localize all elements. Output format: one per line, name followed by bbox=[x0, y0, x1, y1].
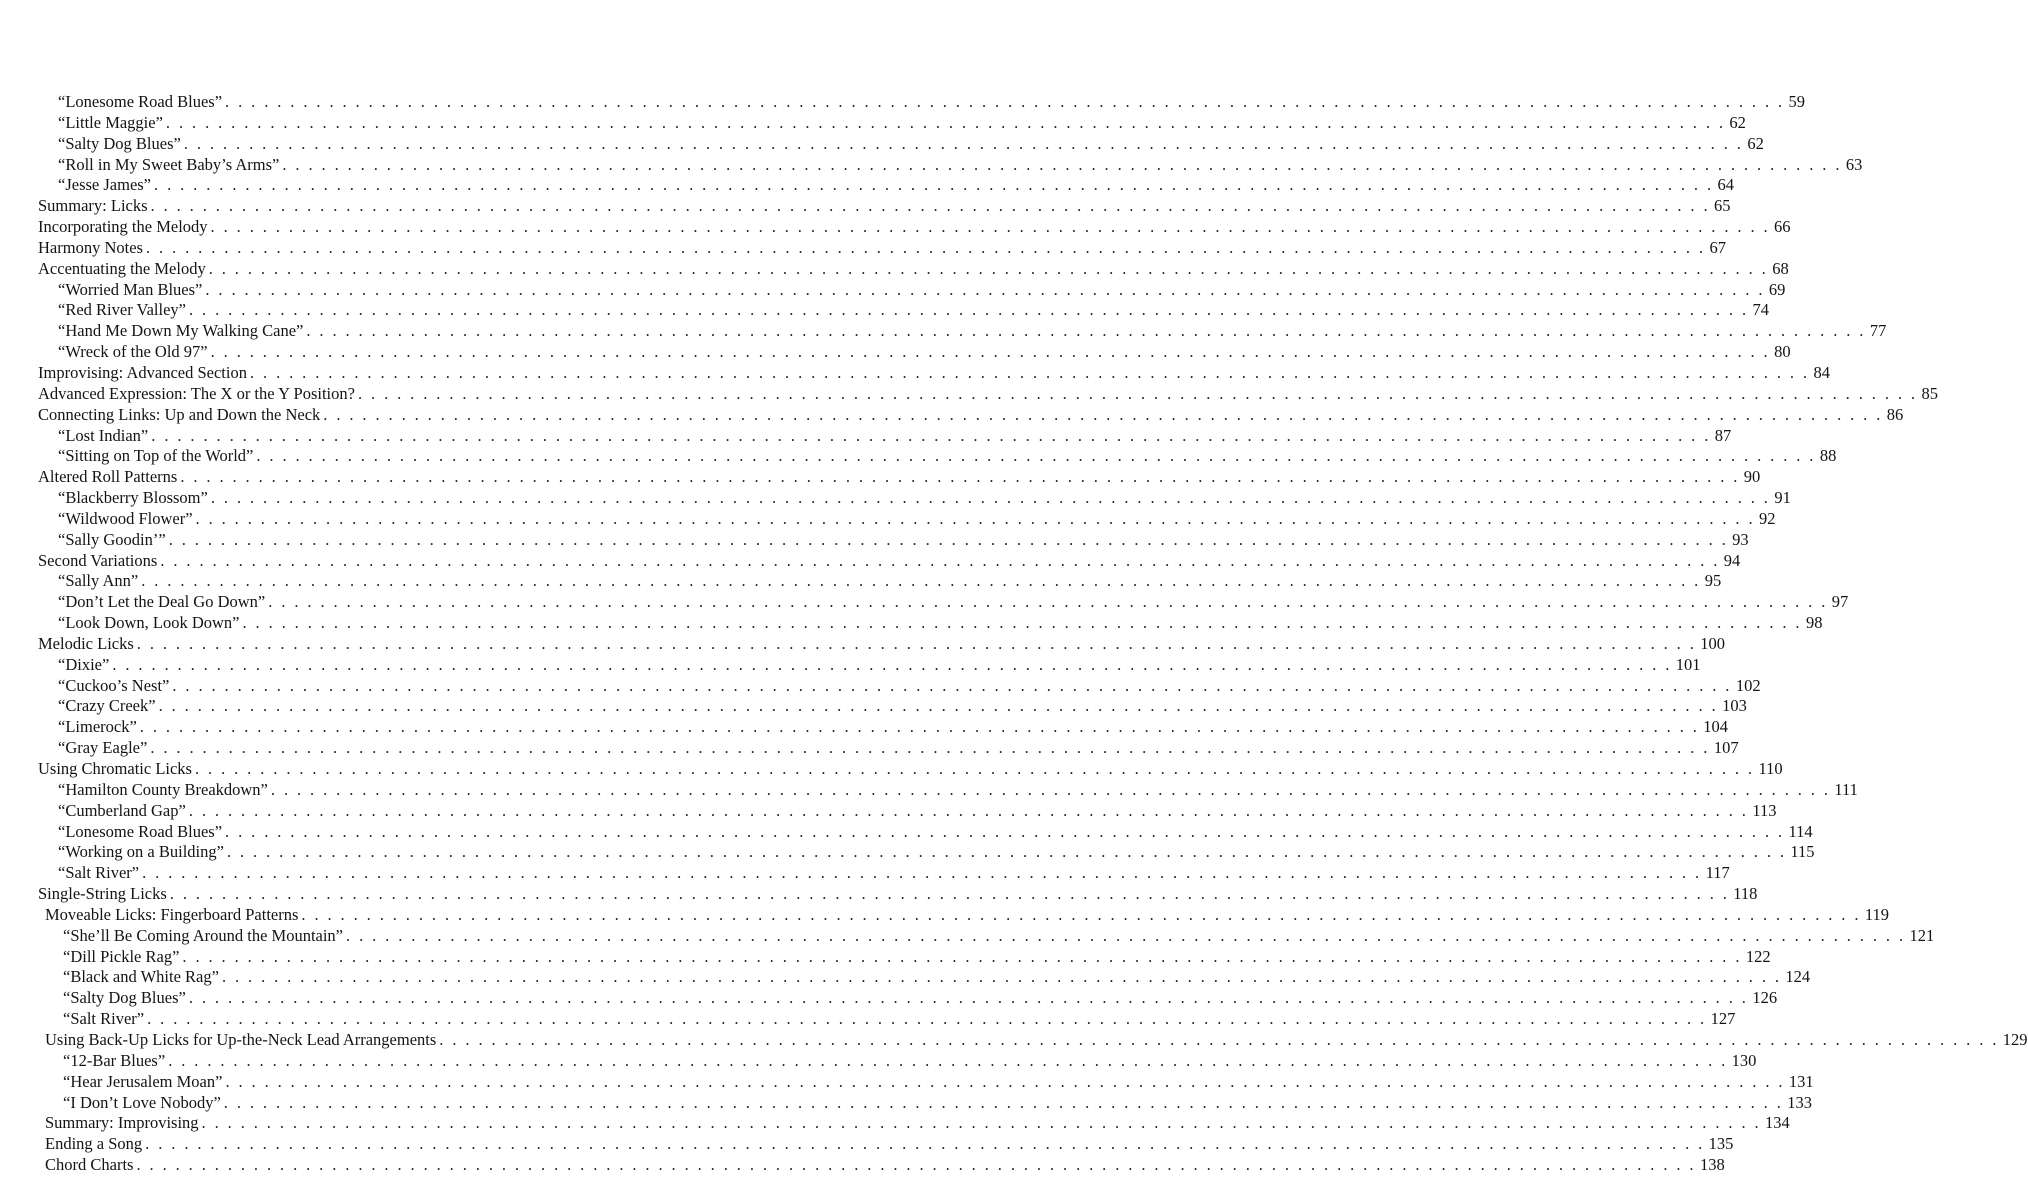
toc-entry bbox=[0, 759, 1783, 780]
toc-entry-title: “Little Maggie” bbox=[58, 112, 163, 132]
toc-entry-page-number: 84 bbox=[1813, 362, 1830, 382]
dot-leader: . . . . . . . . . . . . . . . . . . . . . . . . . . . . . . . . . . . . . . . . . . . . . . . . . . . . . . . . . . . . . . . . . . . . . . . . . . . . . . . . . . . . . . . . . . . . . . . . . . . . . . . . . . . . . . . . . . . . . . . . bbox=[270, 779, 1831, 799]
dot-leader: . . . . . . . . . . . . . . . . . . . . . . . . . . . . . . . . . . . . . . . . . . . . . . . . . . . . . . . . . . . . . . . . . . . . . . . . . . . . . . . . . . . . . . . . . . . . . . . . . . . . . . . . . . . . . . . . . . . . . . . . bbox=[145, 237, 1706, 257]
toc-entry bbox=[0, 821, 1813, 843]
dot-leader: . . . . . . . . . . . . . . . . . . . . . . . . . . . . . . . . . . . . . . . . . . . . . . . . . . . . . . . . . . . . . . . . . . . . . . . . . . . . . . . . . . . . . . . . . . . . . . . . . . . . . . . . . . . . . . . . . . . . . . . . bbox=[136, 1155, 1696, 1175]
dot-leader: . . . . . . . . . . . . . . . . . . . . . . . . . . . . . . . . . . . . . . . . . . . . . . . . . . . . . . . . . . . . . . . . . . . . . . . . . . . . . . . . . . . . . . . . . . . . . . . . . . . . . . . . . . . . . . . . . . . . . . . . bbox=[221, 967, 1782, 987]
dot-leader: . . . . . . . . . . . . . . . . . . . . . . . . . . . . . . . . . . . . . . . . . . . . . . . . . . . . . . . . . . . . . . . . . . . . . . . . . . . . . . . . . . . . . . . . . . . . . . . . . . . . . . . . . . . . . . . . . . . . . . . . bbox=[168, 529, 1729, 549]
toc-entry-title: “Black and White Rag” bbox=[63, 967, 219, 987]
dot-leader: . . . . . . . . . . . . . . . . . . . . . . . . . . . . . . . . . . . . . . . . . . . . . . . . . . . . . . . . . . . . . . . . . . . . . . . . . . . . . . . . . . . . . . . . . . . . . . . . . . . . . . . . . . . . . . . . . . . . . . . . bbox=[226, 842, 1787, 862]
toc-entry bbox=[0, 696, 1747, 717]
dot-leader: . . . . . . . . . . . . . . . . . . . . . . . . . . . . . . . . . . . . . . . . . . . . . . . . . . . . . . . . . . . . . . . . . . . . . . . . . . . . . . . . . . . . . . . . . . . . . . . . . . . . . . . . . . . . . . . . . . . . . . . . bbox=[282, 154, 1842, 174]
toc-entry-title: “Lonesome Road Blues” bbox=[58, 92, 223, 111]
toc-entry-page-number: 97 bbox=[1831, 592, 1849, 612]
toc-entry-page-number: 92 bbox=[1759, 508, 1776, 528]
toc-entry-title: “Hamilton County Breakdown” bbox=[58, 779, 268, 799]
toc-entry-title: “Sally Ann” bbox=[58, 571, 139, 591]
toc-entry-page-number: 130 bbox=[1731, 1050, 1757, 1070]
dot-leader: . . . . . . . . . . . . . . . . . . . . . . . . . . . . . . . . . . . . . . . . . . . . . . . . . . . . . . . . . . . . . . . . . . . . . . . . . . . . . . . . . . . . . . . . . . . . . . . . . . . . . . . . . . . . . . . . . . . . . . . . bbox=[439, 1029, 1999, 1049]
toc-entry bbox=[0, 550, 1741, 572]
toc-entry-page-number: 110 bbox=[1758, 759, 1783, 778]
toc-entry-page-number: 87 bbox=[1714, 425, 1732, 445]
toc-entry-title: “Red River Valley” bbox=[58, 300, 186, 320]
toc-entry-page-number: 69 bbox=[1768, 279, 1786, 299]
toc-entry-title: “Jesse James” bbox=[58, 175, 152, 195]
toc-entry bbox=[0, 613, 1823, 634]
toc-entry bbox=[0, 362, 1830, 384]
toc-entry-page-number: 111 bbox=[1834, 779, 1858, 799]
toc-entry-page-number: 102 bbox=[1735, 675, 1761, 695]
toc-entry-title: “Wreck of the Old 97” bbox=[58, 342, 208, 362]
toc-entry bbox=[0, 404, 1904, 426]
dot-leader: . . . . . . . . . . . . . . . . . . . . . . . . . . . . . . . . . . . . . . . . . . . . . . . . . . . . . . . . . . . . . . . . . . . . . . . . . . . . . . . . . . . . . . . . . . . . . . . . . . . . . . . . . . . . . . . . . . . . . . . . bbox=[210, 217, 1771, 237]
toc-entry-title: “Salty Dog Blues” bbox=[63, 988, 186, 1008]
toc-entry-page-number: 107 bbox=[1713, 738, 1739, 758]
toc-entry bbox=[0, 1092, 1813, 1114]
dot-leader: . . . . . . . . . . . . . . . . . . . . . . . . . . . . . . . . . . . . . . . . . . . . . . . . . . . . . . . . . . . . . . . . . . . . . . . . . . . . . . . . . . . . . . . . . . . . . . . . . . . . . . . . . . . . . . . . . . . . . . . . bbox=[139, 717, 1700, 737]
dot-leader: . . . . . . . . . . . . . . . . . . . . . . . . . . . . . . . . . . . . . . . . . . . . . . . . . . . . . . . . . . . . . . . . . . . . . . . . . . . . . . . . . . . . . . . . . . . . . . . . . . . . . . . . . . . . . . . . . . . . . . . . bbox=[208, 258, 1769, 278]
toc-entry bbox=[0, 383, 1938, 405]
dot-leader: . . . . . . . . . . . . . . . . . . . . . . . . . . . . . . . . . . . . . . . . . . . . . . . . . . . . . . . . . . . . . . . . . . . . . . . . . . . . . . . . . . . . . . . . . . . . . . . . . . . . . . . . . . . . . . . . . . . . . . . . bbox=[357, 383, 1918, 403]
dot-leader: . . . . . . . . . . . . . . . . . . . . . . . . . . . . . . . . . . . . . . . . . . . . . . . . . . . . . . . . . . . . . . . . . . . . . . . . . . . . . . . . . . . . . . . . . . . . . . . . . . . . . . . . . . . . . . . . . . . . . . . . bbox=[210, 342, 1771, 362]
toc-entry bbox=[0, 592, 1849, 613]
dot-leader: . . . . . . . . . . . . . . . . . . . . . . . . . . . . . . . . . . . . . . . . . . . . . . . . . . . . . . . . . . . . . . . . . . . . . . . . . . . . . . . . . . . . . . . . . . . . . . . . . . . . . . . . . . . . . . . . . . . . . . . . bbox=[256, 446, 1816, 466]
toc-entry-page-number: 91 bbox=[1774, 488, 1791, 508]
toc-entry bbox=[0, 1071, 1814, 1093]
toc-entry bbox=[0, 571, 1722, 592]
toc-entry-title: Second Variations bbox=[38, 550, 158, 570]
toc-entry-page-number: 95 bbox=[1704, 571, 1722, 591]
toc-entry-title: Incorporating the Melody bbox=[38, 217, 208, 237]
toc-entry-title: “Worried Man Blues” bbox=[58, 279, 203, 299]
toc-entry-page-number: 138 bbox=[1699, 1155, 1725, 1175]
dot-leader: . . . . . . . . . . . . . . . . . . . . . . . . . . . . . . . . . . . . . . . . . . . . . . . . . . . . . . . . . . . . . . . . . . . . . . . . . . . . . . . . . . . . . . . . . . . . . . . . . . . . . . . . . . . . . . . . . . . . . . . . bbox=[205, 279, 1765, 299]
toc-entry-title: Harmony Notes bbox=[38, 237, 143, 257]
toc-entry-page-number: 129 bbox=[2002, 1029, 2028, 1049]
toc-entry-page-number: 104 bbox=[1703, 717, 1729, 737]
toc-entry-title: Chord Charts bbox=[45, 1155, 134, 1175]
toc-entry bbox=[0, 1134, 1734, 1155]
dot-leader: . . . . . . . . . . . . . . . . . . . . . . . . . . . . . . . . . . . . . . . . . . . . . . . . . . . . . . . . . . . . . . . . . . . . . . . . . . . . . . . . . . . . . . . . . . . . . . . . . . . . . . . . . . . . . . . . . . . . . . . . bbox=[158, 696, 1719, 716]
toc-entry-title: Using Chromatic Licks bbox=[38, 759, 192, 778]
toc-entry bbox=[0, 1029, 2028, 1051]
toc-entry-title: “I Don’t Love Nobody” bbox=[63, 1092, 221, 1112]
toc-entry bbox=[0, 321, 1887, 342]
toc-entry-title: “Hear Jerusalem Moan” bbox=[63, 1071, 223, 1091]
toc-entry bbox=[0, 800, 1777, 822]
dot-leader: . . . . . . . . . . . . . . . . . . . . . . . . . . . . . . . . . . . . . . . . . . . . . . . . . . . . . . . . . . . . . . . . . . . . . . . . . . . . . . . . . . . . . . . . . . . . . . . . . . . . . . . . . . . . . . . . . . . . . . . . bbox=[242, 613, 1802, 633]
toc-entry-page-number: 114 bbox=[1788, 821, 1813, 841]
toc-entry bbox=[0, 488, 1791, 509]
toc-entry bbox=[0, 342, 1791, 363]
toc-entry-page-number: 124 bbox=[1785, 967, 1811, 987]
toc-entry-title: “She’ll Be Coming Around the Mountain” bbox=[63, 925, 344, 945]
toc-entry-title: “Limerock” bbox=[58, 717, 137, 737]
toc-entry bbox=[0, 779, 1858, 801]
dot-leader: . . . . . . . . . . . . . . . . . . . . . . . . . . . . . . . . . . . . . . . . . . . . . . . . . . . . . . . . . . . . . . . . . . . . . . . . . . . . . . . . . . . . . . . . . . . . . . . . . . . . . . . . . . . . . . . . . . . . . . . . bbox=[225, 821, 1785, 841]
toc-entry-title: “Hand Me Down My Walking Cane” bbox=[58, 321, 304, 341]
dot-leader: . . . . . . . . . . . . . . . . . . . . . . . . . . . . . . . . . . . . . . . . . . . . . . . . . . . . . . . . . . . . . . . . . . . . . . . . . . . . . . . . . . . . . . . . . . . . . . . . . . . . . . . . . . . . . . . . . . . . . . . . bbox=[188, 988, 1749, 1008]
toc-entry-page-number: 66 bbox=[1774, 217, 1791, 237]
toc-entry-title: Altered Roll Patterns bbox=[38, 467, 178, 487]
dot-leader: . . . . . . . . . . . . . . . . . . . . . . . . . . . . . . . . . . . . . . . . . . . . . . . . . . . . . . . . . . . . . . . . . . . . . . . . . . . . . . . . . . . . . . . . . . . . . . . . . . . . . . . . . . . . . . . . . . . . . . . . bbox=[154, 175, 1714, 195]
dot-leader: . . . . . . . . . . . . . . . . . . . . . . . . . . . . . . . . . . . . . . . . . . . . . . . . . . . . . . . . . . . . . . . . . . . . . . . . . . . . . . . . . . . . . . . . . . . . . . . . . . . . . . . . . . . . . . . . . . . . . . . . bbox=[160, 550, 1720, 570]
toc-entry bbox=[0, 92, 1806, 113]
dot-leader: . . . . . . . . . . . . . . . . . . . . . . . . . . . . . . . . . . . . . . . . . . . . . . . . . . . . . . . . . . . . . . . . . . . . . . . . . . . . . . . . . . . . . . . . . . . . . . . . . . . . . . . . . . . . . . . . . . . . . . . . bbox=[225, 92, 1785, 111]
dot-leader: . . . . . . . . . . . . . . . . . . . . . . . . . . . . . . . . . . . . . . . . . . . . . . . . . . . . . . . . . . . . . . . . . . . . . . . . . . . . . . . . . . . . . . . . . . . . . . . . . . . . . . . . . . . . . . . . . . . . . . . . bbox=[225, 1071, 1785, 1091]
dot-leader: . . . . . . . . . . . . . . . . . . . . . . . . . . . . . . . . . . . . . . . . . . . . . . . . . . . . . . . . . . . . . . . . . . . . . . . . . . . . . . . . . . . . . . . . . . . . . . . . . . . . . . . . . . . . . . . . . . . . . . . . bbox=[183, 133, 1744, 153]
toc-entry-title: “Gray Eagle” bbox=[58, 738, 148, 758]
toc-entry-page-number: 93 bbox=[1732, 529, 1749, 549]
toc-entry-title: “Roll in My Sweet Baby’s Arms” bbox=[58, 154, 280, 174]
dot-leader: . . . . . . . . . . . . . . . . . . . . . . . . . . . . . . . . . . . . . . . . . . . . . . . . . . . . . . . . . . . . . . . . . . . . . . . . . . . . . . . . . . . . . . . . . . . . . . . . . . . . . . . . . . . . . . . . . . . . . . . . bbox=[169, 884, 1730, 904]
toc-entry bbox=[0, 237, 1726, 259]
dot-leader: . . . . . . . . . . . . . . . . . . . . . . . . . . . . . . . . . . . . . . . . . . . . . . . . . . . . . . . . . . . . . . . . . . . . . . . . . . . . . . . . . . . . . . . . . . . . . . . . . . . . . . . . . . . . . . . . . . . . . . . . bbox=[194, 759, 1755, 778]
toc-entry bbox=[0, 217, 1791, 238]
dot-leader: . . . . . . . . . . . . . . . . . . . . . . . . . . . . . . . . . . . . . . . . . . . . . . . . . . . . . . . . . . . . . . . . . . . . . . . . . . . . . . . . . . . . . . . . . . . . . . . . . . . . . . . . . . . . . . . . . . . . . . . . bbox=[301, 904, 1861, 924]
toc-entry-page-number: 133 bbox=[1787, 1092, 1813, 1112]
dot-leader: . . . . . . . . . . . . . . . . . . . . . . . . . . . . . . . . . . . . . . . . . . . . . . . . . . . . . . . . . . . . . . . . . . . . . . . . . . . . . . . . . . . . . . . . . . . . . . . . . . . . . . . . . . . . . . . . . . . . . . . . bbox=[323, 404, 1883, 424]
toc-entry bbox=[0, 925, 1935, 947]
toc-entry-page-number: 59 bbox=[1788, 92, 1806, 111]
toc-entry-page-number: 100 bbox=[1700, 633, 1726, 653]
dot-leader: . . . . . . . . . . . . . . . . . . . . . . . . . . . . . . . . . . . . . . . . . . . . . . . . . . . . . . . . . . . . . . . . . . . . . . . . . . . . . . . . . . . . . . . . . . . . . . . . . . . . . . . . . . . . . . . . . . . . . . . . bbox=[195, 508, 1755, 528]
toc-entry-title: Summary: Improvising bbox=[45, 1113, 199, 1133]
toc-entry bbox=[0, 988, 1778, 1009]
toc-entry-title: “Look Down, Look Down” bbox=[58, 613, 240, 633]
toc-entry-title: “Don’t Let the Deal Go Down” bbox=[58, 592, 266, 612]
toc-entry-page-number: 103 bbox=[1722, 696, 1747, 716]
dot-leader: . . . . . . . . . . . . . . . . . . . . . . . . . . . . . . . . . . . . . . . . . . . . . . . . . . . . . . . . . . . . . . . . . . . . . . . . . . . . . . . . . . . . . . . . . . . . . . . . . . . . . . . . . . . . . . . . . . . . . . . . bbox=[201, 1113, 1762, 1133]
toc-entry bbox=[0, 529, 1749, 551]
toc-entry-page-number: 117 bbox=[1705, 863, 1730, 883]
toc-entry-page-number: 135 bbox=[1708, 1134, 1734, 1154]
toc-entry-title: Moveable Licks: Fingerboard Patterns bbox=[45, 904, 299, 924]
dot-leader: . . . . . . . . . . . . . . . . . . . . . . . . . . . . . . . . . . . . . . . . . . . . . . . . . . . . . . . . . . . . . . . . . . . . . . . . . . . . . . . . . . . . . . . . . . . . . . . . . . . . . . . . . . . . . . . . . . . . . . . . bbox=[268, 592, 1828, 612]
dot-leader: . . . . . . . . . . . . . . . . . . . . . . . . . . . . . . . . . . . . . . . . . . . . . . . . . . . . . . . . . . . . . . . . . . . . . . . . . . . . . . . . . . . . . . . . . . . . . . . . . . . . . . . . . . . . . . . . . . . . . . . . bbox=[188, 800, 1749, 820]
toc-entry-title: “Salt River” bbox=[58, 863, 140, 883]
toc-entry-page-number: 88 bbox=[1819, 446, 1837, 466]
toc-entry-page-number: 119 bbox=[1864, 904, 1890, 924]
toc-entry-page-number: 85 bbox=[1921, 383, 1938, 403]
dot-leader: . . . . . . . . . . . . . . . . . . . . . . . . . . . . . . . . . . . . . . . . . . . . . . . . . . . . . . . . . . . . . . . . . . . . . . . . . . . . . . . . . . . . . . . . . . . . . . . . . . . . . . . . . . . . . . . . . . . . . . . . bbox=[210, 488, 1771, 508]
dot-leader: . . . . . . . . . . . . . . . . . . . . . . . . . . . . . . . . . . . . . . . . . . . . . . . . . . . . . . . . . . . . . . . . . . . . . . . . . . . . . . . . . . . . . . . . . . . . . . . . . . . . . . . . . . . . . . . . . . . . . . . . bbox=[182, 946, 1742, 966]
toc-entry-page-number: 94 bbox=[1723, 550, 1741, 570]
toc-entry-title: “Lost Indian” bbox=[58, 425, 149, 445]
toc-entry-page-number: 77 bbox=[1869, 321, 1887, 341]
toc-entry-title: Single-String Licks bbox=[38, 884, 167, 904]
toc-entry-page-number: 113 bbox=[1752, 800, 1777, 820]
dot-leader: . . . . . . . . . . . . . . . . . . . . . . . . . . . . . . . . . . . . . . . . . . . . . . . . . . . . . . . . . . . . . . . . . . . . . . . . . . . . . . . . . . . . . . . . . . . . . . . . . . . . . . . . . . . . . . . . . . . . . . . . bbox=[151, 425, 1711, 445]
dot-leader: . . . . . . . . . . . . . . . . . . . . . . . . . . . . . . . . . . . . . . . . . . . . . . . . . . . . . . . . . . . . . . . . . . . . . . . . . . . . . . . . . . . . . . . . . . . . . . . . . . . . . . . . . . . . . . . . . . . . . . . . bbox=[249, 362, 1810, 382]
toc-entry-title: Using Back-Up Licks for Up-the-Neck Lead Arrangements bbox=[45, 1029, 437, 1049]
toc-entry-page-number: 80 bbox=[1774, 342, 1791, 362]
toc-entry bbox=[0, 675, 1761, 697]
toc-entry-page-number: 131 bbox=[1788, 1071, 1814, 1091]
toc-entry-page-number: 63 bbox=[1845, 154, 1863, 174]
dot-leader: . . . . . . . . . . . . . . . . . . . . . . . . . . . . . . . . . . . . . . . . . . . . . . . . . . . . . . . . . . . . . . . . . . . . . . . . . . . . . . . . . . . . . . . . . . . . . . . . . . . . . . . . . . . . . . . . . . . . . . . . bbox=[189, 300, 1749, 320]
toc-entry-title: “Wildwood Flower” bbox=[58, 508, 193, 528]
toc-entry bbox=[0, 967, 1811, 988]
dot-leader: . . . . . . . . . . . . . . . . . . . . . . . . . . . . . . . . . . . . . . . . . . . . . . . . . . . . . . . . . . . . . . . . . . . . . . . . . . . . . . . . . . . . . . . . . . . . . . . . . . . . . . . . . . . . . . . . . . . . . . . . bbox=[136, 633, 1697, 653]
toc-entry-page-number: 115 bbox=[1790, 842, 1815, 862]
toc-entry bbox=[0, 717, 1729, 738]
dot-leader: . . . . . . . . . . . . . . . . . . . . . . . . . . . . . . . . . . . . . . . . . . . . . . . . . . . . . . . . . . . . . . . . . . . . . . . . . . . . . . . . . . . . . . . . . . . . . . . . . . . . . . . . . . . . . . . . . . . . . . . . bbox=[150, 196, 1711, 216]
toc-entry-title: Melodic Licks bbox=[38, 633, 134, 653]
toc-entry bbox=[0, 654, 1701, 676]
toc-entry-title: Accentuating the Melody bbox=[38, 258, 206, 278]
toc-entry bbox=[0, 904, 1890, 926]
toc-entry-title: “Cumberland Gap” bbox=[58, 800, 186, 820]
dot-leader: . . . . . . . . . . . . . . . . . . . . . . . . . . . . . . . . . . . . . . . . . . . . . . . . . . . . . . . . . . . . . . . . . . . . . . . . . . . . . . . . . . . . . . . . . . . . . . . . . . . . . . . . . . . . . . . . . . . . . . . . bbox=[306, 321, 1866, 341]
toc-entry bbox=[0, 884, 1758, 905]
toc-entry-title: “Working on a Building” bbox=[58, 842, 224, 862]
toc-entry-page-number: 121 bbox=[1909, 925, 1935, 945]
toc-entry bbox=[0, 175, 1734, 196]
toc-entry bbox=[0, 196, 1731, 217]
dot-leader: . . . . . . . . . . . . . . . . . . . . . . . . . . . . . . . . . . . . . . . . . . . . . . . . . . . . . . . . . . . . . . . . . . . . . . . . . . . . . . . . . . . . . . . . . . . . . . . . . . . . . . . . . . . . . . . . . . . . . . . . bbox=[346, 925, 1906, 945]
toc-entry-title: “Salt River” bbox=[63, 1009, 145, 1029]
toc-entry-title: Advanced Expression: The X or the Y Position? bbox=[38, 383, 355, 403]
toc-entry bbox=[0, 1113, 1790, 1134]
table-of-contents bbox=[0, 92, 2028, 1176]
toc-entry-title: “Lonesome Road Blues” bbox=[58, 821, 223, 841]
toc-entry bbox=[0, 446, 1837, 467]
toc-entry-page-number: 64 bbox=[1717, 175, 1734, 195]
toc-entry-title: Ending a Song bbox=[45, 1134, 143, 1154]
toc-entry-page-number: 62 bbox=[1747, 133, 1764, 153]
dot-leader: . . . . . . . . . . . . . . . . . . . . . . . . . . . . . . . . . . . . . . . . . . . . . . . . . . . . . . . . . . . . . . . . . . . . . . . . . . . . . . . . . . . . . . . . . . . . . . . . . . . . . . . . . . . . . . . . . . . . . . . . bbox=[180, 467, 1740, 487]
toc-entry bbox=[0, 154, 1863, 176]
toc-entry bbox=[0, 133, 1764, 155]
toc-entry bbox=[0, 258, 1789, 280]
dot-leader: . . . . . . . . . . . . . . . . . . . . . . . . . . . . . . . . . . . . . . . . . . . . . . . . . . . . . . . . . . . . . . . . . . . . . . . . . . . . . . . . . . . . . . . . . . . . . . . . . . . . . . . . . . . . . . . . . . . . . . . . bbox=[145, 1134, 1705, 1154]
toc-entry-title: “Sally Goodin’” bbox=[58, 529, 166, 549]
dot-leader: . . . . . . . . . . . . . . . . . . . . . . . . . . . . . . . . . . . . . . . . . . . . . . . . . . . . . . . . . . . . . . . . . . . . . . . . . . . . . . . . . . . . . . . . . . . . . . . . . . . . . . . . . . . . . . . . . . . . . . . . bbox=[223, 1092, 1784, 1112]
toc-entry bbox=[0, 112, 1746, 134]
toc-entry-page-number: 62 bbox=[1729, 112, 1746, 132]
toc-entry-page-number: 65 bbox=[1714, 196, 1731, 216]
toc-entry-page-number: 134 bbox=[1765, 1113, 1790, 1133]
toc-entry-page-number: 118 bbox=[1733, 884, 1758, 904]
toc-entry bbox=[0, 842, 1815, 863]
toc-entry bbox=[0, 300, 1769, 321]
toc-entry-page-number: 86 bbox=[1886, 404, 1904, 424]
toc-entry-title: “Crazy Creek” bbox=[58, 696, 156, 716]
toc-entry bbox=[0, 1050, 1757, 1072]
toc-entry-title: Summary: Licks bbox=[38, 196, 148, 216]
toc-entry-title: Improvising: Advanced Section bbox=[38, 362, 247, 382]
toc-entry bbox=[0, 1009, 1736, 1030]
toc-entry-page-number: 122 bbox=[1745, 946, 1771, 966]
dot-leader: . . . . . . . . . . . . . . . . . . . . . . . . . . . . . . . . . . . . . . . . . . . . . . . . . . . . . . . . . . . . . . . . . . . . . . . . . . . . . . . . . . . . . . . . . . . . . . . . . . . . . . . . . . . . . . . . . . . . . . . . bbox=[150, 738, 1710, 758]
toc-entry-title: “Salty Dog Blues” bbox=[58, 133, 181, 153]
toc-entry bbox=[0, 946, 1771, 968]
toc-entry-page-number: 67 bbox=[1709, 237, 1726, 257]
toc-entry bbox=[0, 863, 1730, 884]
toc-entry bbox=[0, 467, 1761, 488]
toc-entry-page-number: 90 bbox=[1743, 467, 1761, 487]
toc-entry-title: “Cuckoo’s Nest” bbox=[58, 675, 170, 695]
toc-entry-title: “12-Bar Blues” bbox=[63, 1050, 166, 1070]
dot-leader: . . . . . . . . . . . . . . . . . . . . . . . . . . . . . . . . . . . . . . . . . . . . . . . . . . . . . . . . . . . . . . . . . . . . . . . . . . . . . . . . . . . . . . . . . . . . . . . . . . . . . . . . . . . . . . . . . . . . . . . . bbox=[165, 112, 1726, 132]
dot-leader: . . . . . . . . . . . . . . . . . . . . . . . . . . . . . . . . . . . . . . . . . . . . . . . . . . . . . . . . . . . . . . . . . . . . . . . . . . . . . . . . . . . . . . . . . . . . . . . . . . . . . . . . . . . . . . . . . . . . . . . . bbox=[141, 571, 1701, 591]
dot-leader: . . . . . . . . . . . . . . . . . . . . . . . . . . . . . . . . . . . . . . . . . . . . . . . . . . . . . . . . . . . . . . . . . . . . . . . . . . . . . . . . . . . . . . . . . . . . . . . . . . . . . . . . . . . . . . . . . . . . . . . . bbox=[142, 863, 1702, 883]
dot-leader: . . . . . . . . . . . . . . . . . . . . . . . . . . . . . . . . . . . . . . . . . . . . . . . . . . . . . . . . . . . . . . . . . . . . . . . . . . . . . . . . . . . . . . . . . . . . . . . . . . . . . . . . . . . . . . . . . . . . . . . . bbox=[112, 654, 1672, 674]
toc-entry-title: “Dill Pickle Rag” bbox=[63, 946, 180, 966]
toc-entry-page-number: 101 bbox=[1675, 654, 1701, 674]
toc-entry-page-number: 126 bbox=[1752, 988, 1778, 1008]
toc-entry-title: “Sitting on Top of the World” bbox=[58, 446, 254, 466]
toc-entry-page-number: 127 bbox=[1710, 1009, 1736, 1029]
dot-leader: . . . . . . . . . . . . . . . . . . . . . . . . . . . . . . . . . . . . . . . . . . . . . . . . . . . . . . . . . . . . . . . . . . . . . . . . . . . . . . . . . . . . . . . . . . . . . . . . . . . . . . . . . . . . . . . . . . . . . . . . bbox=[172, 675, 1732, 695]
dot-leader: . . . . . . . . . . . . . . . . . . . . . . . . . . . . . . . . . . . . . . . . . . . . . . . . . . . . . . . . . . . . . . . . . . . . . . . . . . . . . . . . . . . . . . . . . . . . . . . . . . . . . . . . . . . . . . . . . . . . . . . . bbox=[147, 1009, 1707, 1029]
toc-entry-page-number: 98 bbox=[1805, 613, 1823, 633]
toc-entry bbox=[0, 738, 1739, 759]
toc-entry-page-number: 74 bbox=[1752, 300, 1769, 320]
toc-entry-title: “Dixie” bbox=[58, 654, 110, 674]
toc-entry-title: “Blackberry Blossom” bbox=[58, 488, 208, 508]
toc-entry-title: Connecting Links: Up and Down the Neck bbox=[38, 404, 321, 424]
toc-entry-page-number: 68 bbox=[1772, 258, 1789, 278]
dot-leader: . . . . . . . . . . . . . . . . . . . . . . . . . . . . . . . . . . . . . . . . . . . . . . . . . . . . . . . . . . . . . . . . . . . . . . . . . . . . . . . . . . . . . . . . . . . . . . . . . . . . . . . . . . . . . . . . . . . . . . . . bbox=[168, 1050, 1728, 1070]
toc-entry bbox=[0, 425, 1732, 447]
toc-entry bbox=[0, 508, 1776, 530]
toc-entry bbox=[0, 1155, 1725, 1176]
toc-entry bbox=[0, 279, 1786, 301]
toc-entry bbox=[0, 633, 1726, 655]
